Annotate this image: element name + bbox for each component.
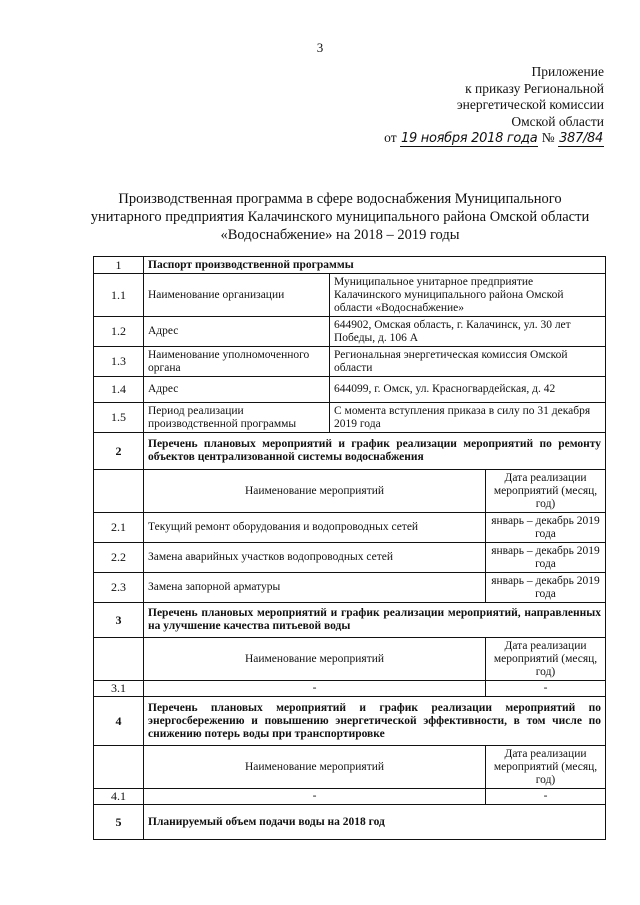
row-number: 1.2 — [94, 317, 144, 347]
row-label: Адрес — [144, 377, 330, 403]
row-number: 3.1 — [94, 681, 144, 697]
section-1-header-row — [94, 257, 606, 274]
row-label: Адрес — [144, 317, 330, 347]
column-header-row — [94, 470, 606, 513]
column-header-name: Наименование мероприятий — [144, 638, 486, 681]
table-row — [94, 573, 606, 603]
appendix-line-2: к приказу Региональной — [465, 80, 604, 96]
appendix-line-3: энергетической комиссии — [456, 97, 604, 112]
row-value: 644902, Омская область, г. Калачинск, ул. 30 лет Победы, д. 106 А — [330, 317, 606, 347]
order-number-label: № — [541, 130, 555, 145]
table-row — [94, 789, 606, 805]
column-header-row — [94, 638, 606, 681]
empty-cell — [94, 746, 144, 789]
row-number: 2.2 — [94, 543, 144, 573]
activity-date: январь – декабрь 2019 года — [486, 543, 606, 573]
column-header-date: Дата реализации мероприятий (месяц, год) — [486, 746, 606, 789]
activity-date: - — [486, 681, 606, 697]
section-number: 3 — [94, 603, 144, 638]
section-heading: Перечень плановых мероприятий и график реализации мероприятий по энергосбережению и повышению энергетической эффективности, в том числе по снижению потерь воды при транспортировке — [144, 697, 606, 746]
row-value: Муниципальное унитарное предприятие Калачинского муниципального района Омской области «Водоснабжение» — [330, 274, 606, 317]
section-number: 2 — [94, 433, 144, 470]
activity-name: - — [144, 681, 486, 697]
section-5-header-row — [94, 805, 606, 840]
table-row — [94, 377, 606, 403]
row-number: 2.3 — [94, 573, 144, 603]
document-title: Производственная программа в сфере водоснабжения Муниципального унитарного предприятия Калачинского муниципального района Омской области «Водоснабжение» на 2018 – 2019 годы — [90, 191, 590, 243]
section-heading: Перечень плановых мероприятий и график реализации мероприятий по ремонту объектов централизованной системы водоснабжения — [144, 433, 606, 470]
row-number: 1.4 — [94, 377, 144, 403]
section-heading: Планируемый объем подачи воды на 2018 год — [144, 805, 606, 840]
row-number: 1.3 — [94, 347, 144, 377]
production-program-table — [93, 256, 606, 840]
activity-name: Текущий ремонт оборудования и водопроводных сетей — [144, 513, 486, 543]
column-header-row — [94, 746, 606, 789]
row-label: Наименование организации — [144, 274, 330, 317]
table-row — [94, 513, 606, 543]
order-reference — [384, 130, 604, 148]
table-row — [94, 274, 606, 317]
row-number: 4.1 — [94, 789, 144, 805]
activity-name: Замена запорной арматуры — [144, 573, 486, 603]
section-heading: Перечень плановых мероприятий и график реализации мероприятий, направленных на улучшение качества питьевой воды — [144, 603, 606, 638]
empty-cell — [94, 470, 144, 513]
section-number: 5 — [94, 805, 144, 840]
section-4-header-row — [94, 697, 606, 746]
empty-cell — [94, 638, 144, 681]
row-number: 1.1 — [94, 274, 144, 317]
row-number: 1.5 — [94, 403, 144, 433]
appendix-line-4: Омской области — [511, 113, 604, 129]
column-header-name: Наименование мероприятий — [144, 470, 486, 513]
activity-date: - — [486, 789, 606, 805]
section-heading: Паспорт производственной программы — [144, 257, 606, 274]
column-header-date: Дата реализации мероприятий (месяц, год) — [486, 470, 606, 513]
activity-date: январь – декабрь 2019 года — [486, 513, 606, 543]
column-header-date: Дата реализации мероприятий (месяц, год) — [486, 638, 606, 681]
table-row — [94, 403, 606, 433]
row-value: 644099, г. Омск, ул. Красногвардейская, д. 42 — [330, 377, 606, 403]
table-row — [94, 681, 606, 697]
row-label: Период реализации производственной программы — [144, 403, 330, 433]
activity-name: - — [144, 789, 486, 805]
order-number: 387/84 — [559, 131, 603, 146]
row-number: 2.1 — [94, 513, 144, 543]
table-row — [94, 543, 606, 573]
row-value: Региональная энергетическая комиссия Омской области — [330, 347, 606, 377]
column-header-name: Наименование мероприятий — [144, 746, 486, 789]
section-number: 4 — [94, 697, 144, 746]
order-prefix: от — [384, 130, 397, 145]
section-number: 1 — [94, 257, 144, 274]
activity-date: январь – декабрь 2019 года — [486, 573, 606, 603]
section-2-header-row — [94, 433, 606, 470]
appendix-line-1: Приложение — [531, 64, 604, 79]
table-row — [94, 317, 606, 347]
order-date: 19 ноября 2018 года — [400, 131, 538, 146]
row-value: С момента вступления приказа в силу по 31 декабря 2019 года — [330, 403, 606, 433]
table-row — [94, 347, 606, 377]
appendix-header — [384, 64, 604, 148]
page-number: 3 — [316, 40, 324, 55]
section-3-header-row — [94, 603, 606, 638]
row-label: Наименование уполномоченного органа — [144, 347, 330, 377]
activity-name: Замена аварийных участков водопроводных сетей — [144, 543, 486, 573]
